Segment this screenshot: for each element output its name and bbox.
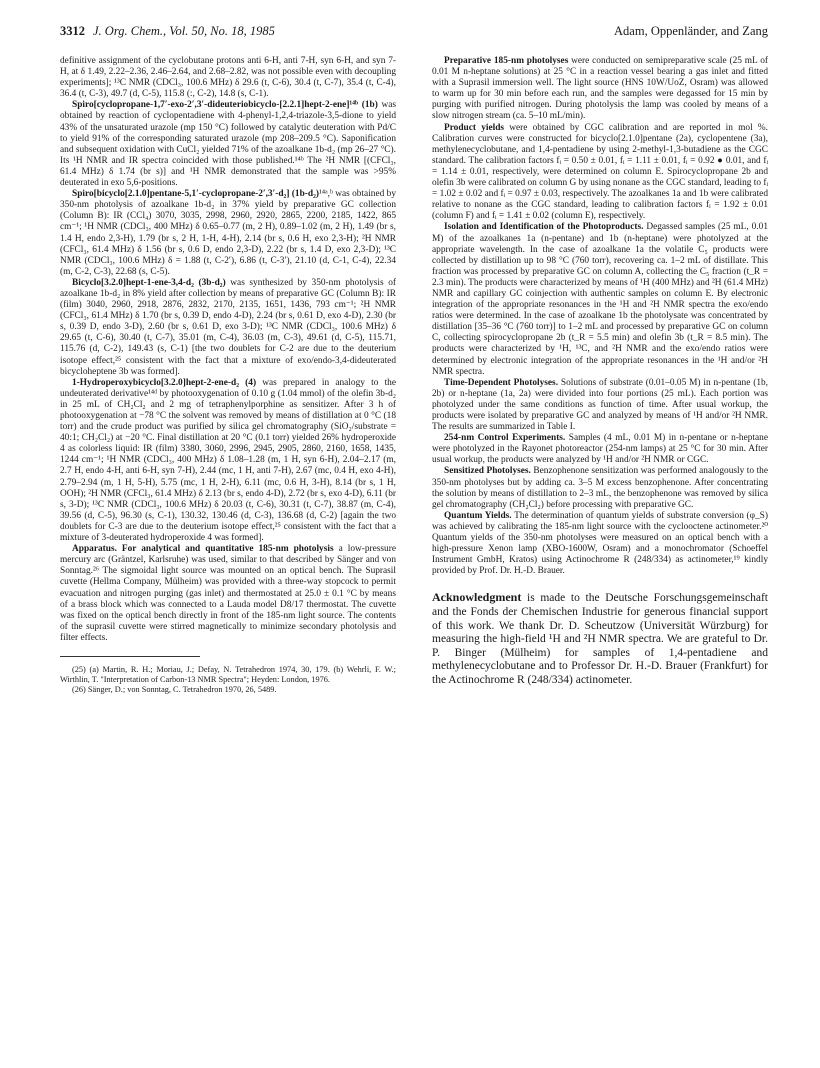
paragraph-heading: Sensitized Photolyses. [444, 466, 531, 477]
paragraph [432, 56, 768, 123]
footnote-rule [60, 656, 200, 661]
footnote: (25) (a) Martin, R. H.; Moriau, J.; Defay, N. Tetrahedron 1974, 30, 179. (b) Wehrli, F. W.; Wirthlin, T. "Interpretation of Carbon-13 NMR Spectra"; Heyden: London, 1976. [60, 664, 396, 684]
paragraph-heading: Apparatus. For analytical and quantitative 185-nm photolysis [72, 544, 334, 555]
paragraph [60, 189, 396, 278]
paragraph-heading: Spiro[cyclopropane-1,7′-exo-2′,3′-dideuteriobicyclo-[2.2.1]hept-2-ene]¹⁴ᵇ (1b) [72, 100, 378, 111]
paragraph-heading: 1-Hydroperoxybicyclo[3.2.0]hept-2-ene-d₂ (4) [72, 377, 257, 388]
paragraph [432, 222, 768, 377]
paragraph-text: were conducted on semipreparative scale (25 mL of 0.01 M n-heptane solutions) at 25 °C in a reaction vessel bearing a gas inlet and fitted with a Suprasil immersion well. The light source (HNS 10W/UoZ, Osram) was allowed to warm up for 30 min before each run, and the samples were degassed for 15 min by purging with purified nitrogen. During photolysis the lamp was cooled by means of a slow nitrogen stream (ca. 5–10 mL/min). [432, 56, 768, 122]
paragraph-text: was prepared in analogy to the undeuterated derivative¹⁴ᵈ by photooxygenation of 0.10 g (1.04 mmol) of the olefin 3b-d₂ in 25 mL of CH₂Cl₂ and 2 mg of tetraphenylporphine as sensitizer. After 3 h of photooxygenation at −78 °C the solvent was removed by means of distillation at 0 °C (18 torr) and the crude product was purified by silica gel chromatography (SiO₂/substrate = 40:1; CH₂Cl₂) at −20 °C. Final distillation at 20 °C (0.1 torr) yielded 26% hydroperoxide 4 as colorless liquid: IR (film) 3380, 3060, 2996, 2945, 2905, 2860, 2160, 1658, 1435, 1244 cm⁻¹; ¹H NMR (CDCl₃, 400 MHz) δ 1.08–1.28 (m, 1 H, syn 6-H), 2.04–2.17 (m, 2.7 H, endo 4-H, anti 6-H, syn 7-H), 2.44 (mc, 1 H, anti 7-H), 2.67 (mc, 0.4 H, exo 4-H), 2.79–2.94 (m, 1 H, 5-H), 5.75 (mc, 1 H, 2-H), 6.11 (mc, 0.6 H, 3-H), 8.14 (br s, 1 H, OOH); ²H NMR (CFCl₃, 61.4 MHz) δ 2.13 (br s, endo 4-D), 2.72 (br s, exo 4-D), 6.11 (br s, 3-D); ¹³C NMR (CDCl₃, 100.6 MHz) δ 20.03 (t, C-6), 30.31 (t, C-7), 38.87 (m, C-4), 39.56 (d, C-5), 96.30 (s, C-1), 130.32, 130.46 (d, C-3), 136.68 (d, C-2) [again the two doublets for C-3 are due to the deuterium isotope effect,²⁵ consistent with the fact that a mixture of 3-deuterated hydroperoxide 4 was formed]. [60, 377, 396, 544]
right-column [432, 56, 768, 694]
paragraph-text: Samples (4 mL, 0.01 M) in n-pentane or n-heptane were photolyzed in the Rayonet photoreactor (254-nm lamps) at 25 °C for 30 min. After usual workup, the products were analyzed by ¹H and/or ²H NMR or CGC. [432, 433, 768, 466]
paragraph-text: was obtained by reaction of cyclopentadiene with 4-phenyl-1,2,4-triazole-3,5-dione to yield 43% of the unsaturated urazole (mp 150 °C) followed by catalytic deuteration with Pd/C to yield 91% of the corresponding saturated urazole (mp 208–209.5 °C). Saponification and subsequent oxidation with CuCl₂ yielded 71% of the azoalkane 1b-d₂ (mp 26–27 °C). Its ¹H NMR and IR spectra coincided with those published.¹⁴ᵇ The ²H NMR [(CFCl₃, 61.4 MHz) δ 1.74 (br s)] and ¹H NMR demonstrated that the sample was >95% deuterated in exo 5,6-positions. [60, 100, 396, 189]
paragraph-text: were obtained by CGC calibration and are reported in mol %. Calibration curves were constructed for bicyclo[2.1.0]pentane (2a), cyclopentene (3a), methylenecyclobutane, and 1,4-pentadiene by using 2-methyl-1,3-butadiene as the CGC standard. The calibration factors fᵢ = 0.50 ± 0.01, fᵢ = 1.11 ± 0.01, fᵢ = 0.92 ● 0.01, and fᵢ = 1.14 ± 0.01, respectively, were determined on column E. Spirocyclopropane 2b and olefin 3b were calibrated on column G by using nonane as the CGC standard, leading to fᵢ = 1.02 ± 0.02 and fᵢ = 0.97 ± 0.03, respectively. The azoalkanes 1a and 1b were calibrated relative to nonane as the CGC standard, leading to calibration factors fᵢ = 1.92 ± 0.01 (column F) and fᵢ = 1.41 ± 0.02 (column E), respectively. [432, 122, 769, 222]
paragraph-text: Degassed samples (25 mL, 0.01 M) of the azoalkanes 1a (n-pentane) and 1b (n-heptane) were photolyzed at the appropriate wavelength. In the case of azoalkane 1a the volatile C₅ products were collected by distillation up to 98 °C (760 torr), recovering ca. 1–2 mL of distillate. This fraction was processed by preparative GC on column A, collecting the C₅ fraction (t_R = 2.3 min). The products were characterized by means of ¹H (400 MHz) and ²H (61.4 MHz) NMR and capillary GC coinjection with authentic samples on column E. By electronic integration of the appropriate resonances in the ¹H and ²H NMR spectra the exo/endo ratios were determined. In the case of azoalkane 1b the photolysate was concentrated by distillation [35–36 °C (760 torr)] to 1–2 mL and processed by preparative GC on column C, collecting spirocyclopropane 2b (t_R = 5.5 min) and olefin 3b (t_R = 8.5 min). The products were characterized by ¹H, ¹³C, and ²H NMR and the exo/endo ratios were determined by electronic integration of the appropriate resonances in the ¹H and/or ²H NMR spectra. [432, 222, 768, 377]
paragraph [432, 378, 768, 433]
paragraph [60, 100, 396, 189]
paragraph-heading: Preparative 185-nm photolyses [444, 56, 569, 66]
paragraph-text: ¹⁴ᵃ,ᵇ was obtained by 350-nm photolysis of azoalkane 1b-d₂ in 37% yield by preparative GC collection (Column B): IR (CCl₄) 3070, 3035, 2998, 2960, 2920, 2865, 2200, 2185, 1422, 865 cm⁻¹; ¹H NMR (CDCl₃, 400 MHz) δ 0.65–0.77 (m, 2 H), 0.89–1.02 (m, 2 H), 1.49 (br s, 1.4 H, endo 2,3-H), 1.79 (br s, 2 H, 1-H, 4-H), 2.14 (br s, 0.6 H, exo 2,3-H); ²H NMR (CFCl₃, 61.4 MHz) δ 1.56 (br s, 0.6 D, endo 2,3-D), 2.22 (br s, 1.4 D, exo 2,3-D); ¹³C NMR (CDCl₃, 100.6 MHz) δ = 1.88 (t, C-2′), 6.86 (t, C-3′), 21.10 (d, C-1, C-4), 22.34 (m, C-2, C-3), 22.68 (s, C-5). [60, 189, 396, 277]
acknowledgment [432, 591, 768, 687]
paragraph-text: a low-pressure mercury arc (Gräntzel, Karlsruhe) was used, similar to that described by Sänger and von Sonntag.²⁶ The sigmoidal light source was mounted on an optical bench. The Suprasil cuvette (Hellma Company, Mülheim) was provided with a three-way stopcock to permit evacuation and nitrogen purging (gas inlet) and thermostated at 25.0 ± 0.1 °C by means of a brass block which was connected to a Lauda model D8/17 thermostat. The cuvette was fixed on the optical bench directly in front of the 185-nm light source. The contents of the suprasil cuvette were stirred magnetically to minimize secondary photolysis and filter effects. [60, 544, 396, 643]
running-head-authors: Adam, Oppenländer, and Zang [614, 24, 768, 38]
paragraph [60, 278, 396, 378]
paragraph [60, 378, 396, 544]
paragraph [432, 123, 768, 223]
two-column-body [60, 56, 768, 694]
paragraph-text: definitive assignment of the cyclobutane protons anti 6-H, anti 7-H, syn 6-H, and syn 7-H, at δ 1.49, 2.22–2.36, 2.46–2.64, and 2.68–2.82, was not possible even with decoupling experiments]; ¹³C NMR (CDCl₃, 100.6 MHz) δ 29.6 (t, C-6), 30.4 (t, C-7), 35.4 (t, C-4), 36.4 (t, C-3), 49.7 (d, C-5), 115.8 (:, C-2), 14.8 (s, C-1). [60, 56, 396, 100]
page-number: 3312 [60, 24, 85, 38]
paragraph-text: was synthesized by 350-nm photolysis of azoalkane 1b-d₂ in 8% yield after collection by means of preparative GC (Column B): IR (film) 3040, 2960, 2918, 2876, 2832, 2170, 2135, 1651, 1436, 793 cm⁻¹; ²H NMR (CFCl₃, 61.4 MHz) δ 1.70 (br s, 0.39 D, endo 4-D), 2.24 (br s, 0.61 D, exo 4-D), 2.30 (br s, 0.39 D, endo 3-D), 2.60 (br s, 0.61 D, exo 3-D); ¹³C NMR (CDCl₃, 100.6 MHz) δ 29.65 (t, C-6), 30.40 (t, C-7), 35.01 (m, C-4), 36.03 (m, C-3), 49.61 (d, C-5), 115.71, 115.76 (d, C-2), 149.43 (s, C-1) [the two doublets for C-2 are due to the deuterium isotope effect,²⁵ consistent with the fact that a mixture of exo/endo-3,4-dideuterated bicycloheptene 3b was formed]. [60, 277, 396, 377]
running-head [60, 24, 768, 44]
paragraph [432, 433, 768, 466]
paragraph-heading: Time-Dependent Photolyses. [444, 377, 559, 388]
footnotes [60, 665, 396, 694]
paragraph-heading: Bicyclo[3.2.0]hept-1-ene-3,4-d₂ (3b-d₂) [72, 277, 226, 288]
paragraph [60, 56, 396, 100]
paragraph-heading: Product yields [444, 122, 505, 133]
running-head-left [60, 24, 275, 39]
footnote: (26) Sänger, D.; von Sonntag, C. Tetrahedron 1970, 26, 5489. [72, 684, 277, 694]
paragraph-heading: Isolation and Identification of the Photoproducts. [444, 222, 644, 233]
left-paragraphs [60, 56, 396, 644]
paragraph-heading: Spiro[bicyclo[2.1.0]pentane-5,1′-cyclopropane-2′,3′-d₂] (1b-d₂) [72, 189, 320, 200]
acknowledgment-heading: Acknowledgment [432, 590, 522, 605]
acknowledgment-text: is made to the Deutsche Forschungsgemeinschaft and the Fonds der Chemischen Industrie for generous financial support of this work. We thank Dr. D. Scheutzow (Universität Würzburg) for measuring the high-field ¹H and ²H NMR spectra. We are grateful to Dr. P. Binger (Mülheim) for samples of 1,4-pentadiene and methylenecyclobutane and to Professor Dr. H.-D. Brauer (Frankfurt) for the Actinochrome R (248/334) actinometer. [432, 592, 768, 686]
journal-citation: J. Org. Chem., Vol. 50, No. 18, 1985 [93, 24, 275, 38]
paragraph [60, 544, 396, 644]
right-paragraphs [432, 56, 768, 577]
paragraph-heading: Quantum Yields. [444, 510, 512, 521]
paragraph [432, 511, 768, 578]
acknowledgment-paragraph [432, 591, 768, 687]
paragraph-text: Solutions of substrate (0.01–0.05 M) in n-pentane (1b, 2b) or n-heptane (1a, 2a) were divided into four portions (25 mL). Each portion was photolyzed under the same conditions as function of time. After usual workup, the products were isolated by preparative GC and analyzed by means of ¹H and/or ²H NMR. The results are summarized in Table I. [432, 377, 768, 433]
paragraph-heading: 254-nm Control Experiments. [444, 433, 566, 444]
paragraph [432, 466, 768, 510]
paragraph-text: Benzophenone sensitization was performed analogously to the 350-nm photolyses but by adding ca. 3–5 M excess benzophenone. After concentrating the solution by means of distillation to 2–3 mL, the benzophenone was removed by silica gel chromatography (CH₂Cl₂) before processing with preparative GC. [432, 466, 768, 510]
paragraph-text: The determination of quantum yields of substrate conversion (φ_S) was achieved by calibrating the 185-nm light source with the cyclooctene actinometer.²⁰ Quantum yields of the 350-nm photolyses were measured on an optical bench with a high-pressure Xenon lamp (XBO-1600W, Osram) and a monochromator (Schoeffel Instrument GmbH, Kratos) using Actinochrome R (248/334) as actinometer,¹⁹ kindly provided by Prof. Dr. H.-D. Brauer. [432, 510, 768, 577]
left-column [60, 56, 396, 694]
